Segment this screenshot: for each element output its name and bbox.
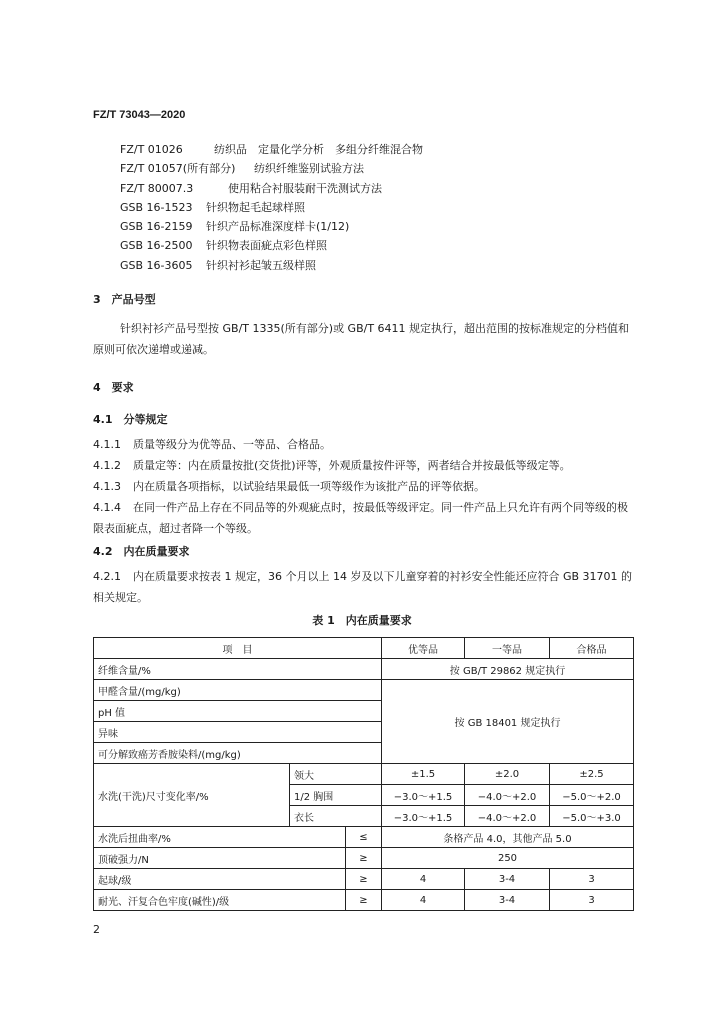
cell-value: −5.0～+2.0 — [550, 785, 634, 806]
header-grade-qualified: 合格品 — [550, 638, 634, 659]
table-row — [94, 890, 634, 911]
table-caption: 表 1 内在质量要求 — [312, 614, 412, 627]
header-grade-superior: 优等品 — [382, 638, 465, 659]
normative-references-list — [120, 140, 423, 275]
row-operator: ≥ — [346, 869, 382, 890]
row-sublabel: 衣长 — [290, 806, 382, 827]
row-label: 水洗(干洗)尺寸变化率/% — [94, 764, 290, 827]
reference-item: GSB 16-2500 针织物表面疵点彩色样照 — [120, 239, 327, 253]
row-operator: ≤ — [346, 827, 382, 848]
cell-value: −5.0～+3.0 — [550, 806, 634, 827]
row-sublabel: 1/2 胸围 — [290, 785, 382, 806]
cell-value: ±2.0 — [465, 764, 550, 785]
reference-item: GSB 16-2159 针织产品标准深度样卡(1/12) — [120, 220, 350, 234]
cell-value: 3 — [550, 869, 634, 890]
reference-item: GSB 16-1523 针织物起毛起球样照 — [120, 200, 305, 214]
cell-value: 4 — [382, 890, 465, 911]
clause-4-1-1: 4.1.1 质量等级分为优等品、一等品、合格品。 — [93, 438, 331, 451]
header-grade-first: 一等品 — [465, 638, 550, 659]
cell-value: −4.0～+2.0 — [465, 806, 550, 827]
section-4-2-heading: 4.2 内在质量要求 — [93, 545, 190, 558]
table-row — [94, 848, 634, 869]
header-item: 项 目 — [94, 638, 382, 659]
table-row — [94, 827, 634, 848]
row-label: 甲醛含量/(mg/kg) — [94, 680, 382, 701]
clause-4-1-4: 4.1.4 在同一件产品上存在不同品等的外观疵点时，按最低等级评定。同一件产品上只允许有两个同等级的极限表面疵点，超过者降一个等级。 — [93, 501, 628, 535]
row-label: 耐光、汗复合色牢度(碱性)/级 — [94, 890, 346, 911]
table-row — [94, 680, 634, 701]
table-header-row — [94, 638, 634, 659]
section-3-heading: 3 产品号型 — [93, 293, 156, 306]
cell-value: ±1.5 — [382, 764, 465, 785]
cell-value: 3-4 — [465, 869, 550, 890]
table-row — [94, 869, 634, 890]
cell-value: 4 — [382, 869, 465, 890]
reference-item: FZ/T 01057(所有部分) 纺织纤维鉴别试验方法 — [120, 162, 364, 176]
row-label: 纤维含量/% — [94, 659, 382, 680]
cell-value: −3.0～+1.5 — [382, 785, 465, 806]
clause-4-1-2: 4.1.2 质量定等：内在质量按批(交货批)评等，外观质量按件评等，两者结合并按最低等级定等。 — [93, 459, 571, 472]
cell-value: −4.0～+2.0 — [465, 785, 550, 806]
reference-item: FZ/T 80007.3 使用粘合衬服装耐干洗测试方法 — [120, 181, 382, 195]
row-operator: ≥ — [346, 848, 382, 869]
section-4-heading: 4 要求 — [93, 381, 134, 394]
document-header-id: FZ/T 73043—2020 — [93, 109, 186, 121]
row-label: 异味 — [94, 722, 382, 743]
row-value: 按 GB/T 29862 规定执行 — [382, 659, 634, 680]
row-label: 可分解致癌芳香胺染料/(mg/kg) — [94, 743, 382, 764]
clause-4-1-3: 4.1.3 内在质量各项指标，以试验结果最低一项等级作为该批产品的评等依据。 — [93, 480, 485, 493]
row-sublabel: 领大 — [290, 764, 382, 785]
cell-value: −3.0～+1.5 — [382, 806, 465, 827]
table-row — [94, 764, 634, 785]
row-label: pH 值 — [94, 701, 382, 722]
section-3-text: 针织衬衫产品号型按 GB/T 1335(所有部分)或 GB/T 6411 规定执行，超出范围的按标准规定的分档值和原则可依次递增或递减。 — [93, 322, 630, 356]
row-label: 水洗后扭曲率/% — [94, 827, 346, 848]
page-number: 2 — [93, 923, 100, 936]
row-value: 按 GB 18401 规定执行 — [382, 680, 634, 764]
clause-4-2-1: 4.2.1 内在质量要求按表 1 规定，36 个月以上 14 岁及以下儿童穿着的衬衫安全性能还应符合 GB 31701 的相关规定。 — [93, 570, 633, 604]
row-label: 起球/级 — [94, 869, 346, 890]
cell-value: 3-4 — [465, 890, 550, 911]
row-operator: ≥ — [346, 890, 382, 911]
row-value: 条格产品 4.0，其他产品 5.0 — [382, 827, 634, 848]
cell-value: 3 — [550, 890, 634, 911]
reference-item: GSB 16-3605 针织衬衫起皱五级样照 — [120, 258, 316, 272]
cell-value: ±2.5 — [550, 764, 634, 785]
row-value: 250 — [382, 848, 634, 869]
row-label: 顶破强力/N — [94, 848, 346, 869]
table-row — [94, 659, 634, 680]
section-4-1-heading: 4.1 分等规定 — [93, 413, 168, 426]
quality-requirements-table — [93, 637, 634, 911]
reference-item: FZ/T 01026 纺织品 定量化学分析 多组分纤维混合物 — [120, 143, 423, 156]
